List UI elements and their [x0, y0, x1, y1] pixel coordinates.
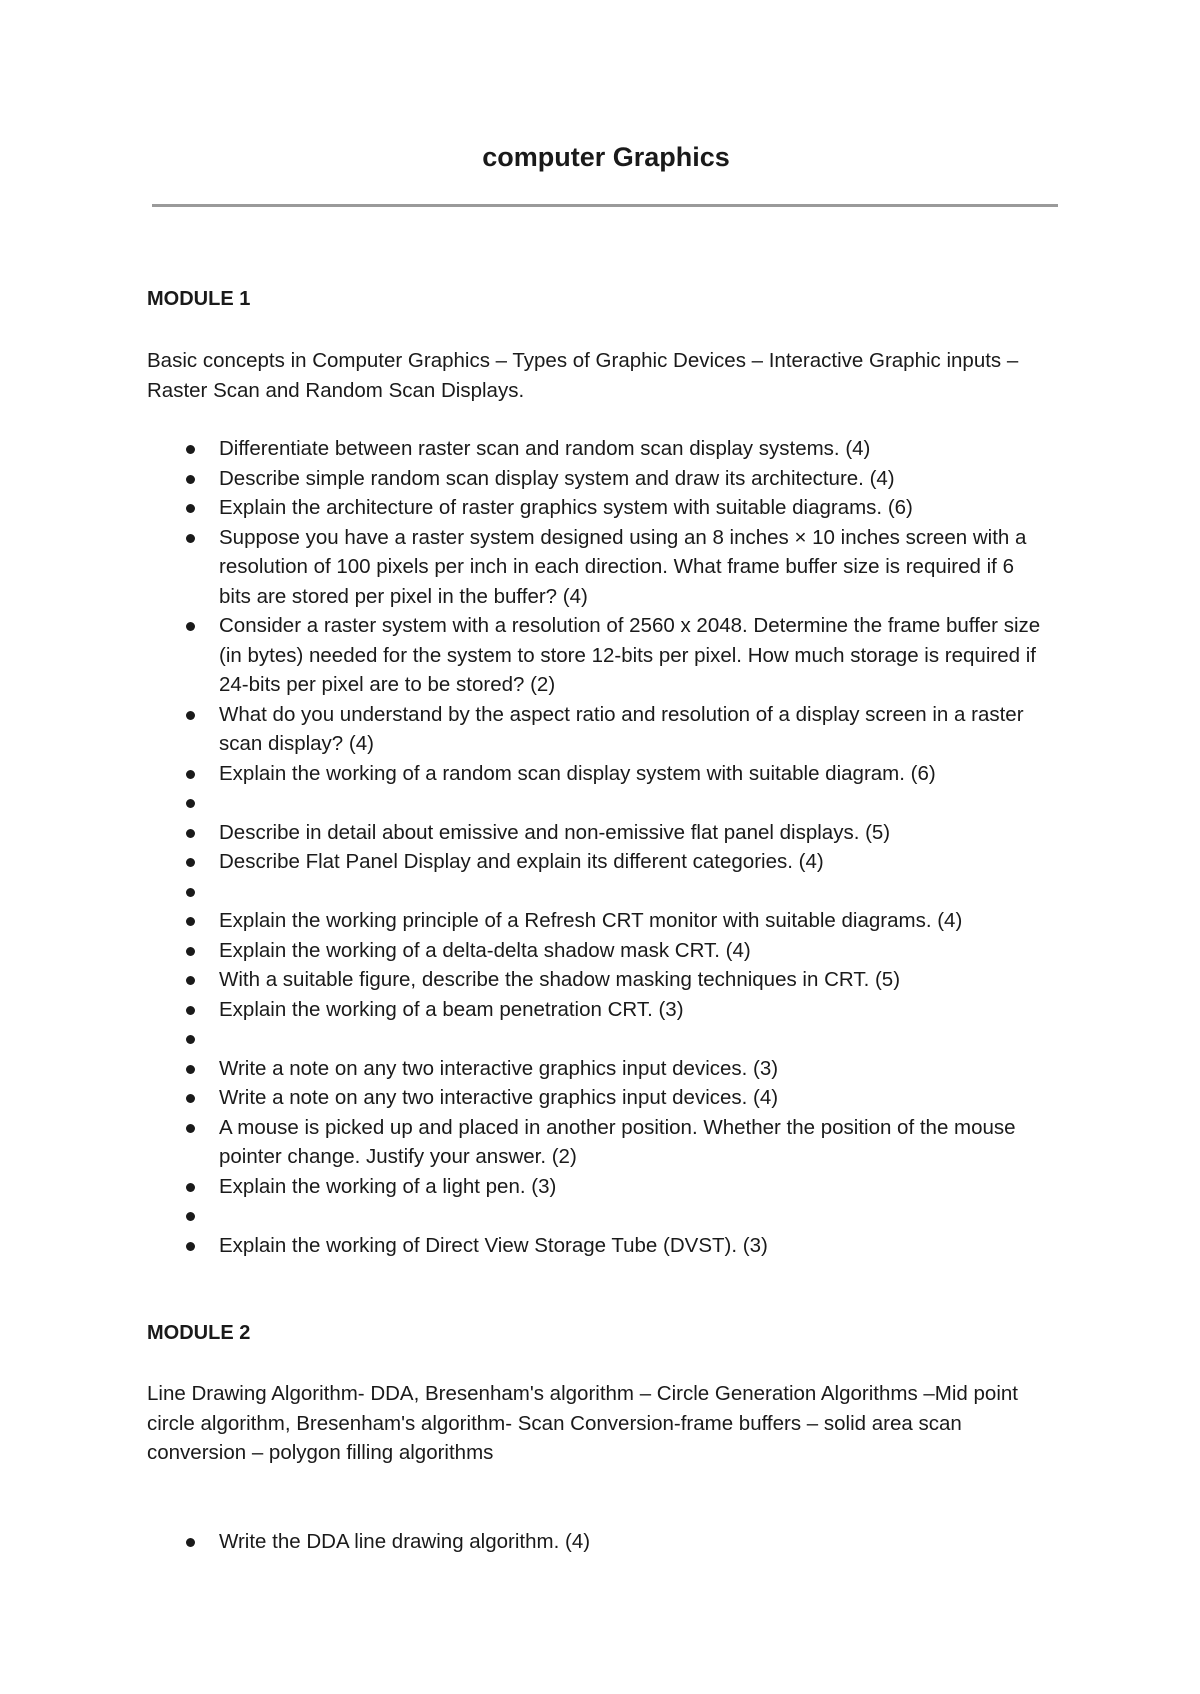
question-item [147, 1083, 1047, 1113]
module-1-heading: MODULE 1 [147, 288, 251, 310]
question-item [147, 464, 1047, 494]
question-text: Describe simple random scan display system and draw its architecture. (4) [219, 466, 895, 490]
bullet-icon [186, 1538, 195, 1547]
bullet-icon [186, 799, 195, 808]
question-text: Suppose you have a raster system designed using an 8 inches × 10 inches screen with a resolution of 100 pixels per inch in each direction. What frame buffer size is required if 6 bits are stored per pixel in the buffer? (4) [219, 525, 1027, 608]
question-item [147, 1527, 1047, 1557]
bullet-icon [186, 504, 195, 513]
bullet-icon [186, 858, 195, 867]
question-item [147, 1201, 1047, 1231]
question-text: Explain the working of Direct View Storage Tube (DVST). (3) [219, 1233, 768, 1257]
question-item [147, 818, 1047, 848]
question-text: Consider a raster system with a resolution of 2560 x 2048. Determine the frame buffer size (in bytes) needed for the system to store 12-bits per pixel. How much storage is required if 24-bits per pixel are to be stored? (2) [219, 614, 1041, 696]
question-item [147, 1113, 1047, 1172]
bullet-icon [186, 475, 195, 484]
question-item [147, 965, 1047, 995]
bullet-icon [186, 1094, 195, 1103]
question-item [147, 493, 1047, 523]
bullet-icon [186, 829, 195, 838]
question-item [147, 434, 1047, 464]
question-text: Explain the working of a light pen. (3) [219, 1174, 557, 1198]
question-item [147, 611, 1047, 700]
question-text: Explain the working of a random scan display system with suitable diagram. (6) [219, 761, 936, 785]
module-1-intro: Basic concepts in Computer Graphics – Types of Graphic Devices – Interactive Graphic inputs – Raster Scan and Random Scan Displays. [147, 349, 1019, 402]
question-text: Write a note on any two interactive graphics input devices. (3) [219, 1056, 779, 1080]
bullet-icon [186, 622, 195, 631]
question-item [147, 1231, 1047, 1261]
question-item [147, 788, 1047, 818]
question-text: Describe Flat Panel Display and explain its different categories. (4) [219, 850, 824, 873]
question-item [147, 1054, 1047, 1084]
question-item [147, 847, 1047, 877]
question-text: Explain the architecture of raster graphics system with suitable diagrams. (6) [219, 496, 913, 519]
bullet-icon [186, 947, 195, 956]
module-2-heading: MODULE 2 [147, 1322, 251, 1344]
bullet-icon [186, 1124, 195, 1133]
bullet-icon [186, 711, 195, 720]
question-text: With a suitable figure, describe the shadow masking techniques in CRT. (5) [219, 968, 901, 991]
bullet-icon [186, 770, 195, 779]
question-text: Explain the working of a beam penetration CRT. (3) [219, 997, 684, 1021]
bullet-icon [186, 1212, 195, 1221]
question-item [147, 877, 1047, 907]
question-text: Explain the working principle of a Refresh CRT monitor with suitable diagrams. (4) [219, 909, 963, 932]
question-item [147, 1172, 1047, 1202]
question-item [147, 906, 1047, 936]
question-text: What do you understand by the aspect ratio and resolution of a display screen in a raster scan display? (4) [219, 702, 1024, 755]
question-item [147, 1024, 1047, 1054]
bullet-icon [186, 917, 195, 926]
bullet-icon [186, 1035, 195, 1044]
question-item [147, 759, 1047, 789]
question-text: Differentiate between raster scan and random scan display systems. (4) [219, 437, 871, 460]
module-2-question-list [147, 1527, 1047, 1557]
question-item [147, 523, 1047, 612]
bullet-icon [186, 1006, 195, 1015]
question-item [147, 936, 1047, 966]
title-divider [152, 204, 1058, 207]
bullet-icon [186, 445, 195, 454]
bullet-icon [186, 1183, 195, 1192]
bullet-icon [186, 534, 195, 543]
question-text: A mouse is picked up and placed in another position. Whether the position of the mouse pointer change. Justify your answer. (2) [219, 1115, 1016, 1168]
question-text: Write the DDA line drawing algorithm. (4) [219, 1530, 591, 1553]
question-item [147, 700, 1047, 759]
bullet-icon [186, 976, 195, 985]
question-item [147, 995, 1047, 1025]
bullet-icon [186, 1242, 195, 1251]
module-1-question-list [147, 434, 1047, 1260]
bullet-icon [186, 888, 195, 897]
page-title: computer Graphics [482, 142, 730, 172]
bullet-icon [186, 1065, 195, 1074]
question-text: Explain the working of a delta-delta shadow mask CRT. (4) [219, 938, 751, 962]
question-text: Write a note on any two interactive graphics input devices. (4) [219, 1086, 779, 1109]
module-2-intro: Line Drawing Algorithm- DDA, Bresenham's algorithm – Circle Generation Algorithms –Mid point circle algorithm, Bresenham's algorithm- Scan Conversion-frame buffers – solid area scan conversion – polygon filling algorithms [147, 1382, 1018, 1464]
question-text: Describe in detail about emissive and non-emissive flat panel displays. (5) [219, 820, 891, 844]
